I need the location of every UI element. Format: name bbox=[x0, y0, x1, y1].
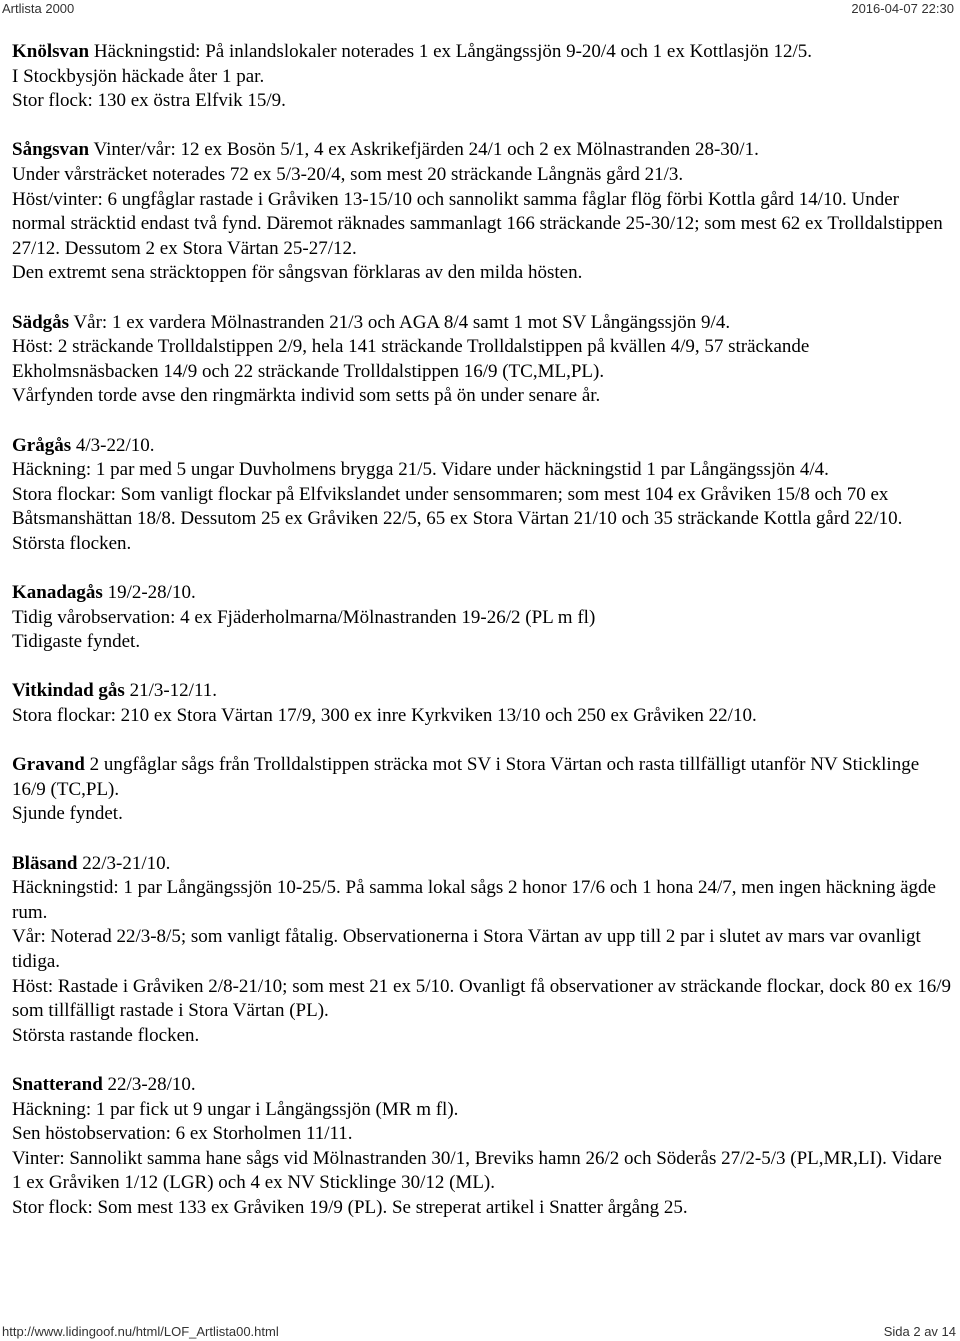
entry-line bbox=[12, 40, 952, 65]
entry-line: Tidig vårobservation: 4 ex Fjäderholmarna/Mölnastranden 19-26/2 (PL m fl) bbox=[12, 606, 596, 628]
species-entry-knolsvan bbox=[12, 40, 952, 114]
entry-line bbox=[12, 679, 952, 704]
species-name: Sädgås bbox=[12, 311, 70, 333]
species-entry-kanadagas bbox=[12, 581, 952, 655]
species-entry-blasand bbox=[12, 852, 952, 1049]
entry-text: 19/2-28/10. bbox=[102, 582, 196, 604]
species-entry-gravand bbox=[12, 753, 952, 827]
entry-text: Häckningstid: På inlandslokaler noterades 1 ex Långängssjön 9-20/4 och 1 ex Kottlasjön 12/5. bbox=[89, 41, 813, 62]
species-name: Vitkindad gås bbox=[12, 680, 125, 702]
entry-text: 22/3-28/10. bbox=[102, 1073, 196, 1095]
species-entry-snatterand bbox=[12, 1073, 952, 1221]
entry-line: Höst: Rastade i Gråviken 2/8-21/10; som mest 21 ex 5/10. Ovanligt få observationer av sträckande flockar, dock 80 ex 16/9 som tillfälligt rastade i Stora Värtan (PL). bbox=[12, 975, 951, 1022]
entry-text: Vinter/vår: 12 ex Bosön 5/1, 4 ex Askrikefjärden 24/1 och 2 ex Mölnastranden 28-30/1. bbox=[89, 139, 759, 161]
entry-line: Vårfynden torde avse den ringmärkta individ som setts på ön under senare år. bbox=[12, 385, 601, 407]
entry-line: Största rastande flocken. bbox=[12, 1024, 200, 1046]
species-name: Bläsand bbox=[12, 852, 78, 874]
species-entry-sangsvan bbox=[12, 138, 952, 286]
entry-line: Stora flockar: Som vanligt flockar på Elfvikslandet under sensommaren; som mest 104 ex Gråviken 15/8 och 70 ex Båtsmanshättan 18/8. Dessutom 25 ex Gråviken 22/5, 65 ex Stora Värtan 21/10 och 35 sträckande Kottla gård 22/10. bbox=[12, 483, 903, 530]
entry-line: Häckning: 1 par med 5 ungar Duvholmens brygga 21/5. Vidare under häckningstid 1 par Långängssjön 4/4. bbox=[12, 459, 829, 481]
entry-text: 4/3-22/10. bbox=[71, 434, 155, 456]
entry-line bbox=[12, 852, 952, 877]
species-entry-gragas bbox=[12, 434, 952, 557]
species-name: Kanadagås bbox=[12, 582, 103, 604]
species-name: Gravand bbox=[12, 754, 85, 776]
entry-line: Under vårsträcket noterades 72 ex 5/3-20/4, som mest 20 sträckande Långnäs gård 21/3. bbox=[12, 163, 684, 185]
entry-line: Tidigaste fyndet. bbox=[12, 631, 141, 653]
entry-line: Vinter: Sannolikt samma hane sågs vid Mölnastranden 30/1, Breviks hamn 26/2 och Söderås 27/2-5/3 (PL,MR,LI). Vidare 1 ex Gråviken 1/12 (LGR) och 4 ex NV Sticklinge 30/12 (ML). bbox=[12, 1147, 942, 1194]
print-footer bbox=[0, 1322, 960, 1340]
entry-line bbox=[12, 138, 952, 163]
entry-line: Vår: Noterad 22/3-8/5; som vanligt fåtalig. Observationerna i Stora Värtan av upp till 2 par i slutet av mars var ovanligt tidiga. bbox=[12, 926, 921, 972]
entry-text: 21/3-12/11. bbox=[124, 680, 217, 702]
entry-line: Stor flock: Som mest 133 ex Gråviken 19/9 (PL). Se streperat artikel i Snatter årgång 25. bbox=[12, 1196, 688, 1218]
species-name: Snatterand bbox=[12, 1073, 103, 1095]
species-entry-sadgas bbox=[12, 311, 952, 409]
species-name: Knölsvan bbox=[12, 41, 90, 62]
entry-line: Häckningstid: 1 par Långängssjön 10-25/5. På samma lokal sågs 2 honor 17/6 och 1 hona 24/7, men ingen häckning ägde rum. bbox=[12, 877, 936, 923]
page-url: http://www.lidingoof.nu/html/LOF_Artlista00.html bbox=[2, 1324, 279, 1339]
entry-line: Stor flock: 130 ex östra Elfvik 15/9. bbox=[12, 90, 286, 112]
species-entry-vitkindad-gas bbox=[12, 679, 952, 728]
entry-text: 2 ungfåglar sågs från Trolldalstippen sträcka mot SV i Stora Värtan och rasta tillfälligt utanför NV Sticklinge 16/9 (TC,PL). bbox=[12, 754, 920, 800]
entry-line: Sen höstobservation: 6 ex Storholmen 11/11. bbox=[12, 1123, 353, 1145]
entry-line bbox=[12, 753, 952, 802]
entry-line bbox=[12, 581, 952, 606]
entry-line bbox=[12, 434, 952, 459]
entry-line: Den extremt sena sträcktoppen för sångsvan förklaras av den milda hösten. bbox=[12, 262, 583, 284]
entry-text: Vår: 1 ex vardera Mölnastranden 21/3 och AGA 8/4 samt 1 mot SV Långängssjön 9/4. bbox=[69, 311, 731, 333]
print-timestamp: 2016-04-07 22:30 bbox=[851, 1, 954, 16]
entry-text: 22/3-21/10. bbox=[77, 852, 171, 874]
species-name: Sångsvan bbox=[12, 139, 90, 161]
document-title: Artlista 2000 bbox=[2, 1, 75, 16]
species-list bbox=[12, 40, 952, 1245]
entry-line bbox=[12, 311, 952, 336]
entry-line: Häckning: 1 par fick ut 9 ungar i Långängssjön (MR m fl). bbox=[12, 1098, 459, 1120]
entry-line: Sjunde fyndet. bbox=[12, 803, 123, 825]
entry-line: I Stockbysjön häckade åter 1 par. bbox=[12, 65, 265, 87]
print-header bbox=[0, 0, 960, 18]
entry-line: Största flocken. bbox=[12, 532, 132, 554]
page-number: Sida 2 av 14 bbox=[883, 1324, 956, 1339]
entry-line: Höst: 2 sträckande Trolldalstippen 2/9, hela 141 sträckande Trolldalstippen på kvällen 4/9, 57 sträckande Ekholmsnäsbacken 14/9 och 22 sträckande Trolldalstippen 16/9 (TC,ML,PL). bbox=[12, 336, 810, 382]
entry-line: Stora flockar: 210 ex Stora Värtan 17/9, 300 ex inre Kyrkviken 13/10 och 250 ex Gråviken 22/10. bbox=[12, 705, 757, 727]
entry-line: Höst/vinter: 6 ungfåglar rastade i Gråviken 13-15/10 och sannolikt samma fåglar flög förbi Kottla gård 14/10. Under normal sträcktid endast två fynd. Däremot räknades sammanlagt 166 sträckande 25-30/12; som mest 62 ex Trolldalstippen 27/12. Dessutom 2 ex Stora Värtan 25-27/12. bbox=[12, 188, 943, 259]
entry-line bbox=[12, 1073, 952, 1098]
species-name: Grågås bbox=[12, 434, 72, 456]
